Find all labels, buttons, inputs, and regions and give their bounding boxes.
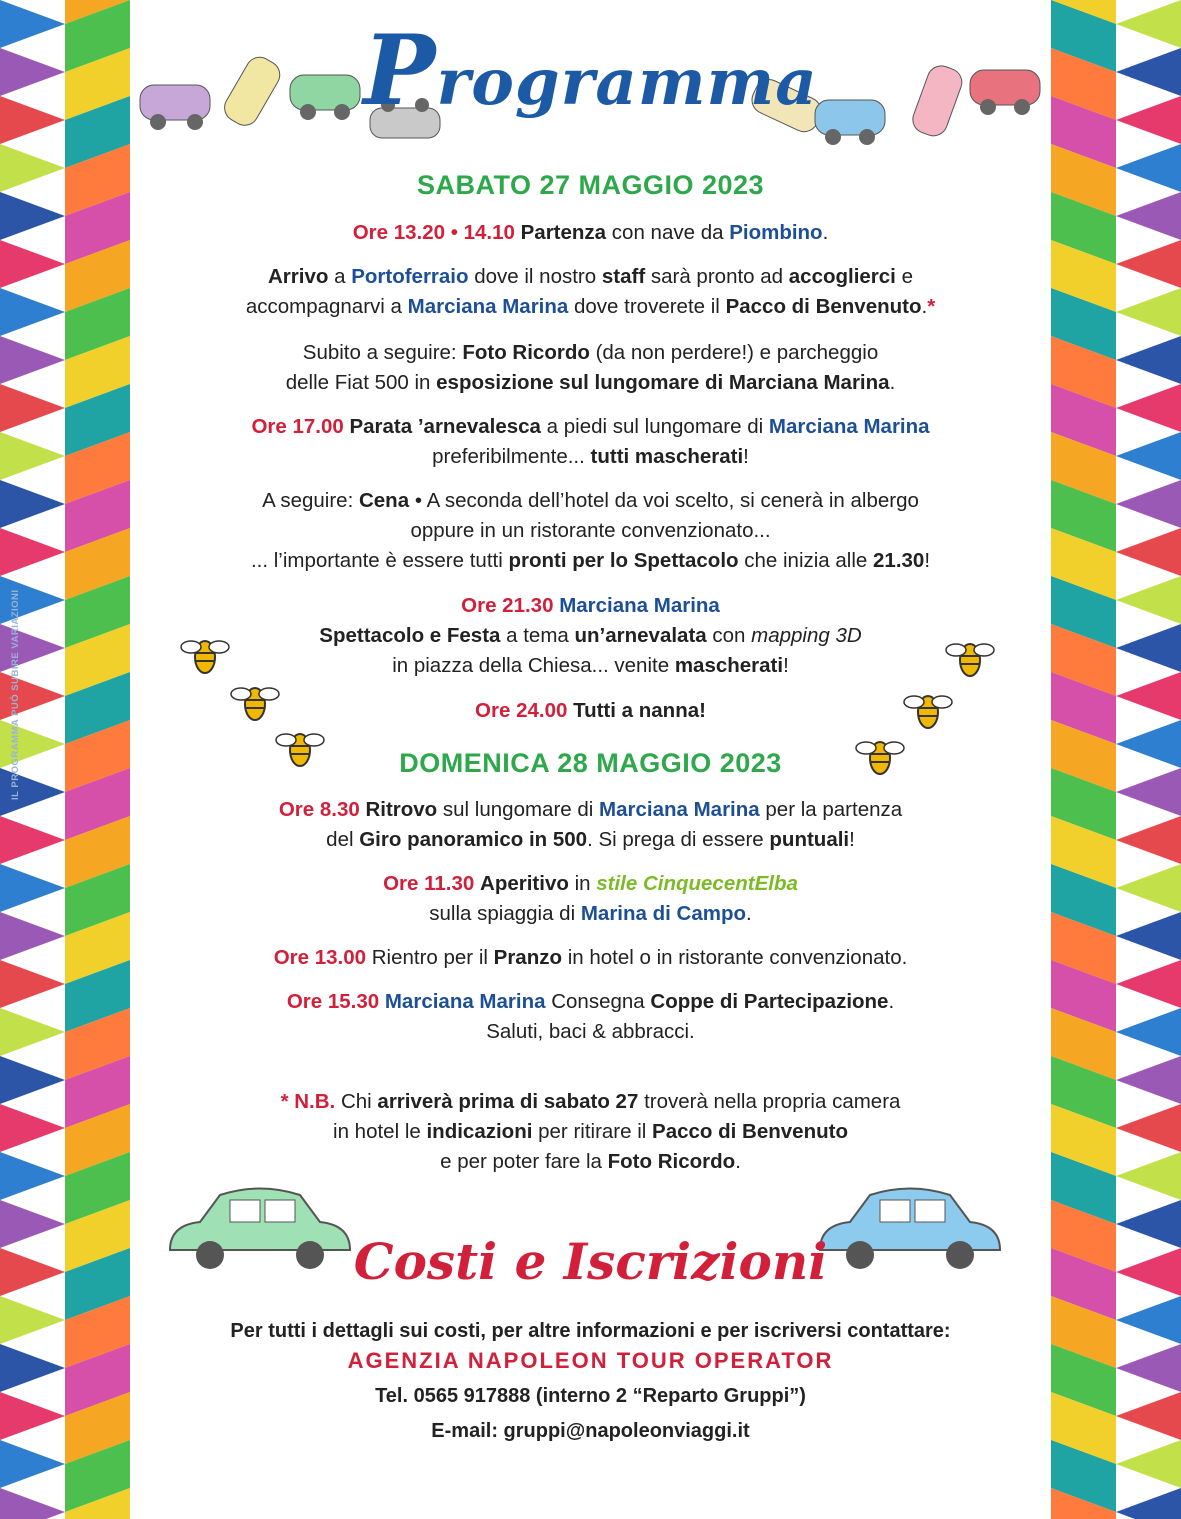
text: (da non perdere!) e parcheggio xyxy=(595,341,879,364)
flag-triangle xyxy=(0,192,65,240)
flag-triangle xyxy=(1116,672,1181,720)
saturday-heading: SABATO 27 MAGGIO 2023 xyxy=(416,170,765,200)
keyword: accoglierci xyxy=(788,265,896,288)
flag-triangle xyxy=(0,240,65,288)
text: ... l’importante è essere tutti xyxy=(250,549,503,572)
place-name: Marciana Marina xyxy=(599,798,760,821)
text: in hotel o in ristorante convenzionato. xyxy=(567,946,908,969)
contact-email[interactable]: E-mail: gruppi@napoleonviaggi.it xyxy=(431,1420,750,1442)
flag-triangle xyxy=(0,816,65,864)
flag-triangle xyxy=(0,1152,65,1200)
right-flag-border xyxy=(1051,0,1181,1519)
text: accompagnarvi a xyxy=(245,295,402,318)
program-content xyxy=(130,0,1051,1519)
flag-triangle xyxy=(1116,96,1181,144)
keyword: Pranzo xyxy=(493,946,562,969)
place-name: Marciana Marina xyxy=(384,990,546,1013)
contact-intro: Per tutti i dettagli sui costi, per altre informazioni e per iscriversi contattare: xyxy=(230,1320,951,1342)
flag-triangle xyxy=(1116,768,1181,816)
flag-triangle xyxy=(1116,720,1181,768)
flag-triangle xyxy=(1116,288,1181,336)
text: del xyxy=(326,828,354,851)
flag-triangle xyxy=(1116,960,1181,1008)
text: A seguire: xyxy=(262,489,354,512)
text: con nave da xyxy=(611,221,724,244)
flag-triangle xyxy=(0,432,65,480)
text: a xyxy=(334,265,346,288)
sat-item-departure xyxy=(150,218,1031,248)
flag-triangle xyxy=(1116,240,1181,288)
flag-triangle xyxy=(1116,912,1181,960)
bullet: • xyxy=(414,489,422,512)
text: per ritirare il xyxy=(538,1120,647,1143)
flag-triangle xyxy=(1116,1008,1181,1056)
text: . xyxy=(822,221,829,244)
text: . xyxy=(921,295,928,318)
title-initial: P xyxy=(363,14,437,127)
footnote-nb xyxy=(150,1087,1031,1177)
time-label: 14.10 xyxy=(463,221,515,244)
flag-triangle xyxy=(1116,576,1181,624)
flag-triangle xyxy=(1116,144,1181,192)
text: Consegna xyxy=(551,990,645,1013)
flag-triangle xyxy=(1116,432,1181,480)
keyword: Giro panoramico in 500 xyxy=(359,828,588,851)
place-name: Marina di Campo xyxy=(580,902,747,925)
flag-triangle xyxy=(0,1392,65,1440)
flag-triangle xyxy=(1116,0,1181,48)
keyword: Spettacolo e Festa xyxy=(319,624,501,647)
flag-triangle xyxy=(1116,1152,1181,1200)
text: a tema xyxy=(506,624,569,647)
variation-note: IL PROGRAMMA PUÒ SUBIRE VARIAZIONI xyxy=(10,589,21,800)
keyword: pronti per lo Spettacolo xyxy=(508,549,739,572)
sunday-heading: DOMENICA 28 MAGGIO 2023 xyxy=(399,748,782,778)
flag-triangle xyxy=(1116,1056,1181,1104)
flag-triangle xyxy=(0,1008,65,1056)
text: ! xyxy=(849,828,855,851)
sun-item-awards xyxy=(150,987,1031,1047)
flag-triangle xyxy=(0,1296,65,1344)
text: sarà pronto ad xyxy=(650,265,784,288)
flag-triangle xyxy=(1116,864,1181,912)
text: e per poter fare la xyxy=(440,1150,602,1173)
keyword: Coppe di Partecipazione xyxy=(650,990,889,1013)
text: con xyxy=(712,624,746,647)
text: dove troverete il xyxy=(574,295,720,318)
keyword: staff xyxy=(601,265,646,288)
flag-triangle xyxy=(1116,48,1181,96)
flag-triangle xyxy=(1116,624,1181,672)
text: . Si prega di essere xyxy=(587,828,764,851)
flag-triangle xyxy=(1116,1248,1181,1296)
flag-triangle xyxy=(0,528,65,576)
flag-triangle xyxy=(0,336,65,384)
place-name: Marciana Marina xyxy=(768,415,930,438)
text: preferibilmente... xyxy=(432,445,585,468)
flag-triangle xyxy=(0,1104,65,1152)
keyword: arriverà prima di sabato 27 xyxy=(377,1090,639,1113)
flag-triangle xyxy=(1116,1200,1181,1248)
flag-triangle xyxy=(1116,1440,1181,1488)
text: in hotel le xyxy=(333,1120,421,1143)
flag-triangle xyxy=(1116,528,1181,576)
flag-triangle xyxy=(0,384,65,432)
page-title xyxy=(130,14,1051,127)
time-label: Ore 21.30 xyxy=(461,594,554,617)
sun-item-lunch xyxy=(150,943,1031,973)
text: che inizia alle xyxy=(744,549,868,572)
keyword: Pacco di Benvenuto xyxy=(725,295,922,318)
keyword: Foto Ricordo xyxy=(607,1150,736,1173)
text: . xyxy=(746,902,752,925)
flag-triangle xyxy=(1116,816,1181,864)
text: Chi xyxy=(340,1090,372,1113)
text: . xyxy=(889,371,896,394)
text: ! xyxy=(743,445,749,468)
flag-triangle xyxy=(0,1440,65,1488)
title-rest: rogramma xyxy=(436,45,818,120)
flag-triangle xyxy=(0,480,65,528)
nb-label: N.B. xyxy=(294,1090,336,1113)
text: delle Fiat 500 in xyxy=(285,371,431,394)
place-name: Portoferraio xyxy=(351,265,469,288)
keyword: indicazioni xyxy=(426,1120,533,1143)
keyword: puntuali xyxy=(769,828,850,851)
flag-triangle xyxy=(0,1056,65,1104)
keyword: mascherati xyxy=(674,654,784,677)
text: troverà nella propria camera xyxy=(644,1090,901,1113)
time-label: Ore 17.00 xyxy=(251,415,344,438)
place-name: Marciana Marina xyxy=(407,295,569,318)
time-label: Ore 13.00 xyxy=(273,946,367,969)
agency-name: AGENZIA NAPOLEON TOUR OPERATOR xyxy=(347,1348,834,1373)
footnote-star: * xyxy=(280,1090,289,1113)
style-label: stile CinquecentElba xyxy=(596,872,798,895)
text: Saluti, baci & abbracci. xyxy=(486,1020,695,1043)
flag-triangle xyxy=(1116,480,1181,528)
flag-triangle xyxy=(1116,1296,1181,1344)
keyword: un’arnevalata xyxy=(574,624,707,647)
contact-phone[interactable]: Tel. 0565 917888 (interno 2 “Reparto Gruppi”) xyxy=(375,1385,806,1407)
flag-triangle xyxy=(0,1344,65,1392)
text: Rientro per il xyxy=(371,946,488,969)
flag-triangle xyxy=(1116,1488,1181,1519)
flag-triangle xyxy=(0,1488,65,1519)
keyword: Aperitivo xyxy=(480,872,569,895)
text: in xyxy=(574,872,591,895)
keyword: Parata ’arnevalesca xyxy=(349,415,541,438)
time-label: Ore 11.30 xyxy=(383,872,475,895)
keyword: Foto Ricordo xyxy=(462,341,590,364)
text: sulla spiaggia di xyxy=(429,902,576,925)
text: in piazza della Chiesa... venite xyxy=(392,654,670,677)
costs-title: Costi e Iscrizioni xyxy=(353,1232,828,1291)
flag-triangle xyxy=(0,288,65,336)
text: oppure in un ristorante convenzionato... xyxy=(410,519,771,542)
text: ! xyxy=(783,654,789,677)
bullet: • xyxy=(450,221,458,244)
place-name: Marciana Marina xyxy=(559,594,720,617)
place-name: Piombino xyxy=(729,221,823,244)
text: . xyxy=(735,1150,741,1173)
flag-triangle xyxy=(0,96,65,144)
sun-item-aperitif xyxy=(150,869,1031,929)
flag-triangle xyxy=(0,48,65,96)
keyword: tutti mascherati xyxy=(590,445,744,468)
sat-item-dinner xyxy=(150,486,1031,576)
keyword: Partenza xyxy=(520,221,607,244)
keyword: esposizione sul lungomare di Marciana Marina xyxy=(436,371,890,394)
keyword: Arrivo xyxy=(267,265,329,288)
time-label: Ore 8.30 xyxy=(278,798,360,821)
flag-triangle xyxy=(0,1248,65,1296)
flag-triangle xyxy=(1116,336,1181,384)
keyword: Ritrovo xyxy=(365,798,438,821)
keyword: Tutti a nanna! xyxy=(573,699,706,722)
text: . xyxy=(888,990,895,1013)
keyword: 21.30 xyxy=(873,549,925,572)
flag-triangle xyxy=(1116,1104,1181,1152)
flag-triangle xyxy=(1116,384,1181,432)
flag-triangle xyxy=(1116,192,1181,240)
bee-icon xyxy=(940,628,1000,688)
time-label: Ore 15.30 xyxy=(286,990,380,1013)
text: dove il nostro xyxy=(474,265,597,288)
text: ! xyxy=(924,549,931,572)
flag-triangle xyxy=(0,144,65,192)
flag-triangle xyxy=(0,912,65,960)
sat-item-parade xyxy=(150,412,1031,472)
flag-triangle xyxy=(0,0,65,48)
text: a piedi sul lungomare di xyxy=(546,415,764,438)
text: A seconda dell’hotel da voi scelto, si cenerà in albergo xyxy=(426,489,919,512)
time-label: Ore 13.20 xyxy=(352,221,446,244)
flag-triangle xyxy=(1116,1344,1181,1392)
text: Subito a seguire: xyxy=(302,341,457,364)
time-label: Ore 24.00 xyxy=(475,699,568,722)
sat-item-show xyxy=(150,591,1031,681)
text: sul lungomare di xyxy=(442,798,594,821)
flag-triangle xyxy=(0,864,65,912)
flag-triangle xyxy=(0,1200,65,1248)
flag-triangle xyxy=(1116,1392,1181,1440)
text: e xyxy=(901,265,913,288)
italic-text: mapping 3D xyxy=(751,624,862,647)
sat-item-photo xyxy=(150,338,1031,398)
flag-triangle xyxy=(0,960,65,1008)
sun-item-meeting xyxy=(150,795,1031,855)
keyword: Pacco di Benvenuto xyxy=(652,1120,848,1143)
footnote-star: * xyxy=(927,295,936,318)
text: per la partenza xyxy=(765,798,903,821)
keyword: Cena xyxy=(358,489,410,512)
sat-item-arrival xyxy=(150,262,1031,322)
